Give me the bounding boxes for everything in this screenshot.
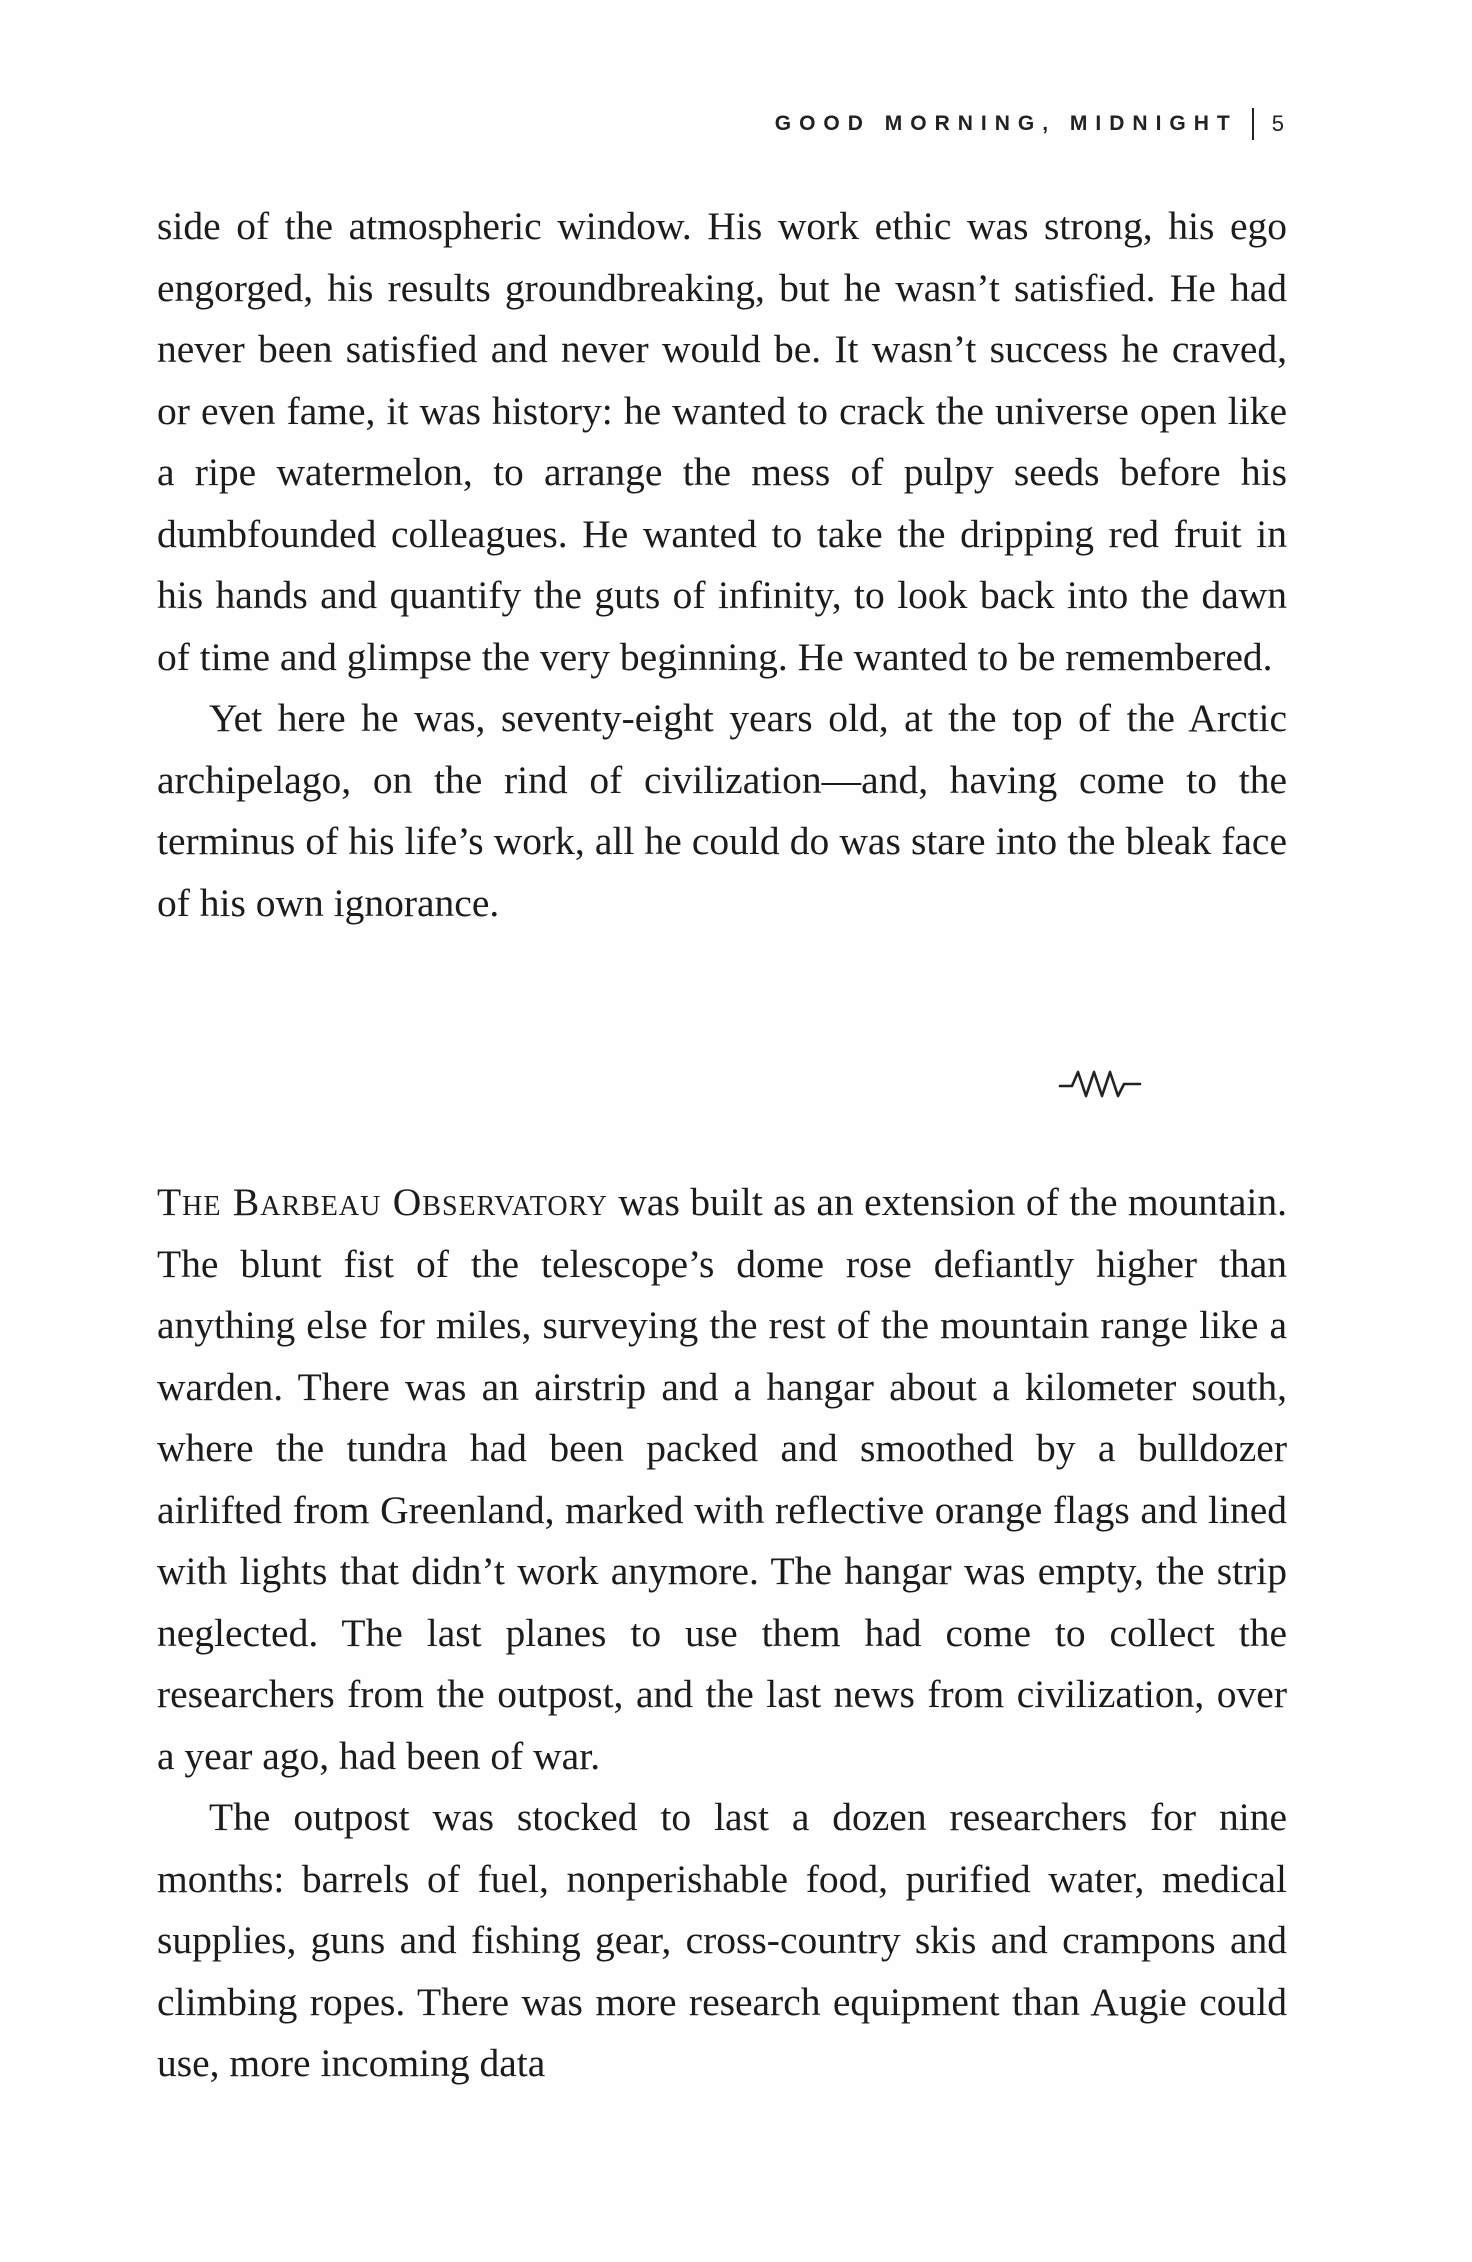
text-block-bottom xyxy=(157,1172,1287,2095)
text-block-top xyxy=(157,196,1287,934)
section-lead-in: The Barbeau Observatory xyxy=(157,1180,608,1224)
header-divider xyxy=(1252,108,1254,140)
paragraph-1: side of the atmospheric window. His work ethic was strong, his ego engorged, his results groundbreaking, but he wasn’t satisfied. He had never been satisfied and never would be. It wasn’t success he craved, or even fame, it was history: he wanted to crack the universe open like a ripe watermelon, to arrange the mess of pulpy seeds before his dumbfounded colleagues. He wanted to take the dripping red fruit in his hands and quantify the guts of infinity, to look back into the dawn of time and glimpse the very beginning. He wanted to be remembered. xyxy=(157,204,1287,679)
section-break-ornament xyxy=(1058,1060,1142,1100)
paragraph-3-text: was built as an extension of the mountain. The blunt fist of the telescope’s dome rose defiantly higher than anything else for miles, surveying the rest of the mountain range like a warden. There was an airstrip and a hangar about a kilometer south, where the tundra had been packed and smoothed by a bulldozer airlifted from Greenland, marked with reflective orange flags and lined with lights that didn’t work anymore. The hangar was empty, the strip neglected. The last planes to use them had come to collect the researchers from the outpost, and the last news from civilization, over a year ago, had been of war. xyxy=(157,1180,1287,1778)
running-title: GOOD MORNING, MIDNIGHT xyxy=(774,112,1238,135)
page-number: 5 xyxy=(1271,111,1284,136)
running-head xyxy=(775,108,1284,140)
paragraph-3 xyxy=(157,1172,1287,1787)
paragraph-2: Yet here he was, seventy-eight years old, at the top of the Arctic archipelago, on the rind of civilization—and, having come to the terminus of his life’s work, all he could do was stare into the bleak face of his own ignorance. xyxy=(157,696,1287,925)
paragraph-4: The outpost was stocked to last a dozen researchers for nine months: barrels of fuel, nonperishable food, purified water, medical supplies, guns and fishing gear, cross-country skis and crampons and climbing ropes. There was more research equipment than Augie could use, more incoming data xyxy=(157,1795,1287,2085)
